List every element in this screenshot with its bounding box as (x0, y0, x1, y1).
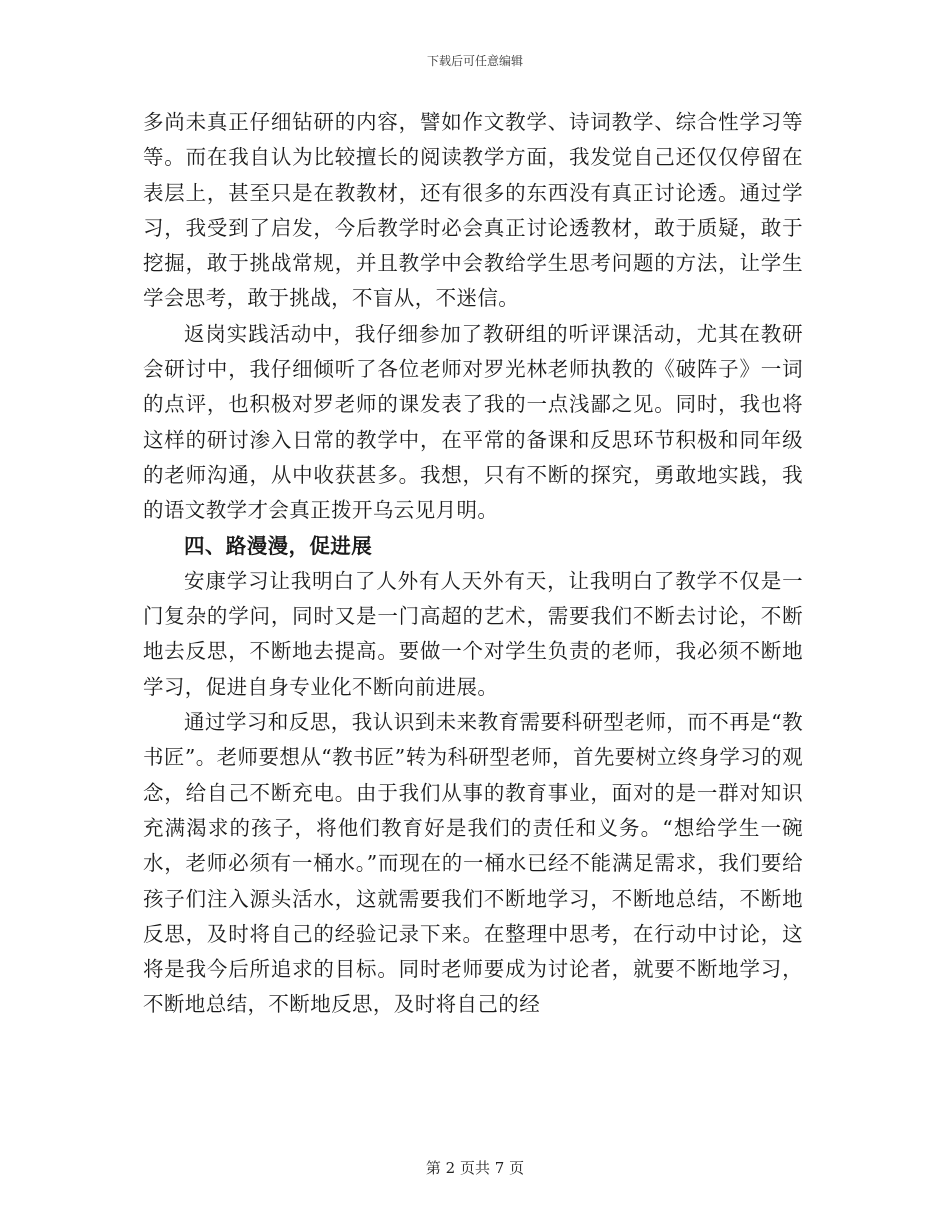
page-header: 下载后可任意编辑 (426, 54, 523, 68)
document-body (143, 105, 803, 1023)
page-footer: 第 2 页共 7 页 (425, 1159, 525, 1177)
paragraph: 通过学习和反思，我认识到未来教育需要科研型老师，而不再是“教书匠”。老师要想从“教书匠”转为科研型老师，首先要树立终身学习的观念，给自己不断充电。由于我们从事的教育事业，面对的是一群对知识充满渴求的孩子，将他们教育好是我们的责任和义务。“想给学生一碗水，老师必须有一桶水。”而现在的一桶水已经不能满足需求，我们要给孩子们注入源头活水，这就需要我们不断地学习，不断地总结，不断地反思，及时将自己的经验记录下来。在整理中思考，在行动中讨论，这将是我今后所追求的目标。同时老师要成为讨论者，就要不断地学习，不断地总结，不断地反思，及时将自己的经 (143, 710, 803, 1017)
paragraph-continuation: 多尚未真正仔细钻研的内容，譬如作文教学、诗词教学、综合性学习等等。而在我自认为比较擅长的阅读教学方面，我发觉自己还仅仅停留在表层上，甚至只是在教教材，还有很多的东西没有真正讨论透。通过学习，我受到了启发，今后教学时必会真正讨论透教材，敢于质疑，敢于挖掘，敢于挑战常规，并且教学中会教给学生思考问题的方法，让学生学会思考，敢于挑战，不盲从，不迷信。 (143, 110, 803, 311)
section-heading: 四、路漫漫，促进展 (184, 533, 373, 558)
paragraph: 返岗实践活动中，我仔细参加了教研组的听评课活动，尤其在教研会研讨中，我仔细倾听了各位老师对罗光林老师执教的《破阵子》一词的点评，也积极对罗老师的课发表了我的一点浅鄙之见。同时，我也将这样的研讨渗入日常的教学中，在平常的备课和反思环节积极和同年级的老师沟通，从中收获甚多。我想，只有不断的探究，勇敢地实践，我的语文教学才会真正拨开乌云见月明。 (143, 321, 803, 523)
paragraph: 安康学习让我明白了人外有人天外有天，让我明白了教学不仅是一门复杂的学问，同时又是一门高超的艺术，需要我们不断去讨论，不断地去反思，不断地去提高。要做一个对学生负责的老师，我必须不断地学习，促进自身专业化不断向前进展。 (143, 568, 803, 699)
